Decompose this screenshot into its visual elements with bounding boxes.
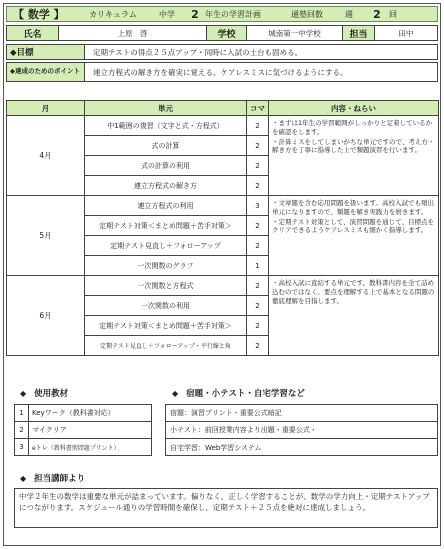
goal-label: ◆目標 (7, 45, 85, 59)
material-row: 2 マイクリア (15, 422, 152, 439)
notes-header: 内容・ねらい (269, 101, 439, 116)
student-info-row (6, 25, 438, 41)
week-label: 週 (345, 9, 353, 19)
visits-value: 2 (373, 7, 381, 21)
koma-cell: 1 (247, 256, 269, 276)
month-cell: 5月 (7, 196, 85, 276)
school-label: 学校 (207, 26, 247, 40)
diamond-icon: ◆ (172, 388, 179, 398)
unit-cell: 一次関数のグラフ (85, 256, 247, 276)
koma-cell: 2 (247, 136, 269, 156)
homework-line: 宿題：演習プリント・重要公式暗記 (166, 405, 437, 422)
koma-cell: 2 (247, 176, 269, 196)
table-row (7, 276, 439, 296)
materials-title: ◆ 使用教材 (20, 388, 69, 399)
unit-cell: 定期テスト見直し＋フォローアップ・平行線と角 (85, 336, 247, 356)
koma-cell: 2 (247, 216, 269, 236)
koma-cell: 3 (247, 196, 269, 216)
diamond-icon: ◆ (20, 473, 27, 483)
homework-line: 小テスト：前回授業内容より出題・重要公式・ (166, 422, 437, 439)
note-item: ・定期テスト対策として、演習問題を通じて、目標点をクリアできるようケアレスミスも細かく指導します。 (272, 217, 434, 235)
plan-header (6, 6, 438, 22)
unit-cell: 中1範囲の復習（文字と式・方程式） (85, 116, 247, 136)
koma-cell: 2 (247, 276, 269, 296)
teacher-message: 中学２年生の数学は重要な単元が詰まっています。偏りなく、正しく学習することが、数学の学力向上・定期テストアップにつながります。スケジュール通りの学習時間を確保し、定期テスト＋２５点を絶対に達成しましょう。 (14, 488, 438, 528)
table-row (7, 196, 439, 216)
point-row (6, 62, 438, 82)
message-title: ◆ 担当講師より (20, 473, 86, 484)
subject-title: 【 数学 】 (13, 8, 65, 21)
koma-cell: 2 (247, 316, 269, 336)
koma-cell: 2 (247, 296, 269, 316)
table-row (7, 116, 439, 136)
student-name: 上原 啓 (59, 26, 207, 40)
koma-cell: 2 (247, 116, 269, 136)
note-item: ・まずは1年生の学習範囲がしっかりと定着しているかを確認をします。 (272, 119, 433, 136)
note-item: ・高校入試に直結する単元です。教科書内容を全て詰め込むのではなく、要点を理解する上で基本となる問題の徹底理解を目指します。 (272, 279, 435, 305)
unit-header: 単元 (85, 101, 247, 116)
grade-value: 2 (191, 7, 199, 21)
school-name: 城南第一中学校 (247, 26, 343, 40)
unit-cell: 式の計算 (85, 136, 247, 156)
notes-cell (269, 116, 439, 196)
homework-box (165, 404, 438, 456)
times-label: 回 (389, 9, 397, 19)
study-plan-sheet (3, 3, 441, 546)
visits-label: 通塾回数 (291, 9, 323, 19)
month-header: 月 (7, 101, 85, 116)
unit-cell: 定期テスト対策＜まとめ問題＋苦手対策＞ (85, 316, 247, 336)
teacher-label: 担当 (343, 26, 375, 40)
homework-title: ◆ 宿題・小テスト・自宅学習など (172, 388, 305, 399)
point-label: ◆達成のためのポイント (7, 63, 85, 81)
notes-cell (269, 276, 439, 356)
note-item: ・計算ミスをしてしまいがちな単元ですので、考え方・解き方を丁寧に指導した上で類題演習を行います。 (272, 137, 435, 155)
koma-cell: 2 (247, 336, 269, 356)
month-cell: 6月 (7, 276, 85, 356)
koma-cell: 2 (247, 156, 269, 176)
diamond-icon: ◆ (20, 388, 27, 398)
unit-cell: 一次関数と方程式 (85, 276, 247, 296)
teacher-name: 田中 (398, 28, 414, 38)
material-row: 3 eトレ（教科書別問題プリント） (15, 439, 152, 456)
materials-table (14, 404, 152, 456)
koma-cell: 2 (247, 236, 269, 256)
notes-cell (269, 196, 439, 276)
curriculum-label: カリキュラム (89, 9, 137, 19)
goal-text: 定期テストの得点２５点アップ・同時に入試の土台も固める。 (93, 47, 303, 57)
unit-cell: 定期テスト見直し＋フォローアップ (85, 236, 247, 256)
note-item: ・文章題を含む応用問題を扱います。高校入試でも頻出単元になりますので、類題を解き実践力を磨きます。 (272, 199, 434, 216)
level-label: 中学 (159, 9, 175, 19)
koma-header: コマ (247, 101, 269, 116)
point-text: 連立方程式の解き方を確実に覚える。ケアレスミスに気づけるようにする。 (93, 67, 348, 77)
plan-table (6, 100, 439, 356)
homework-line: 自宅学習：Web学習システム (170, 443, 262, 452)
material-row: 1 Keyワーク（教科書対応） (15, 405, 152, 422)
unit-cell: 一次関数の利用 (85, 296, 247, 316)
name-label: 氏名 (7, 26, 59, 40)
unit-cell: 連立方程式の解き方 (85, 176, 247, 196)
unit-cell: 式の計算の利用 (85, 156, 247, 176)
unit-cell: 定期テスト対策＜まとめ問題＋苦手対策＞ (85, 216, 247, 236)
plan-label: 年生の学習計画 (205, 9, 261, 19)
goal-row (6, 44, 438, 60)
month-cell: 4月 (7, 116, 85, 196)
unit-cell: 連立方程式の利用 (85, 196, 247, 216)
